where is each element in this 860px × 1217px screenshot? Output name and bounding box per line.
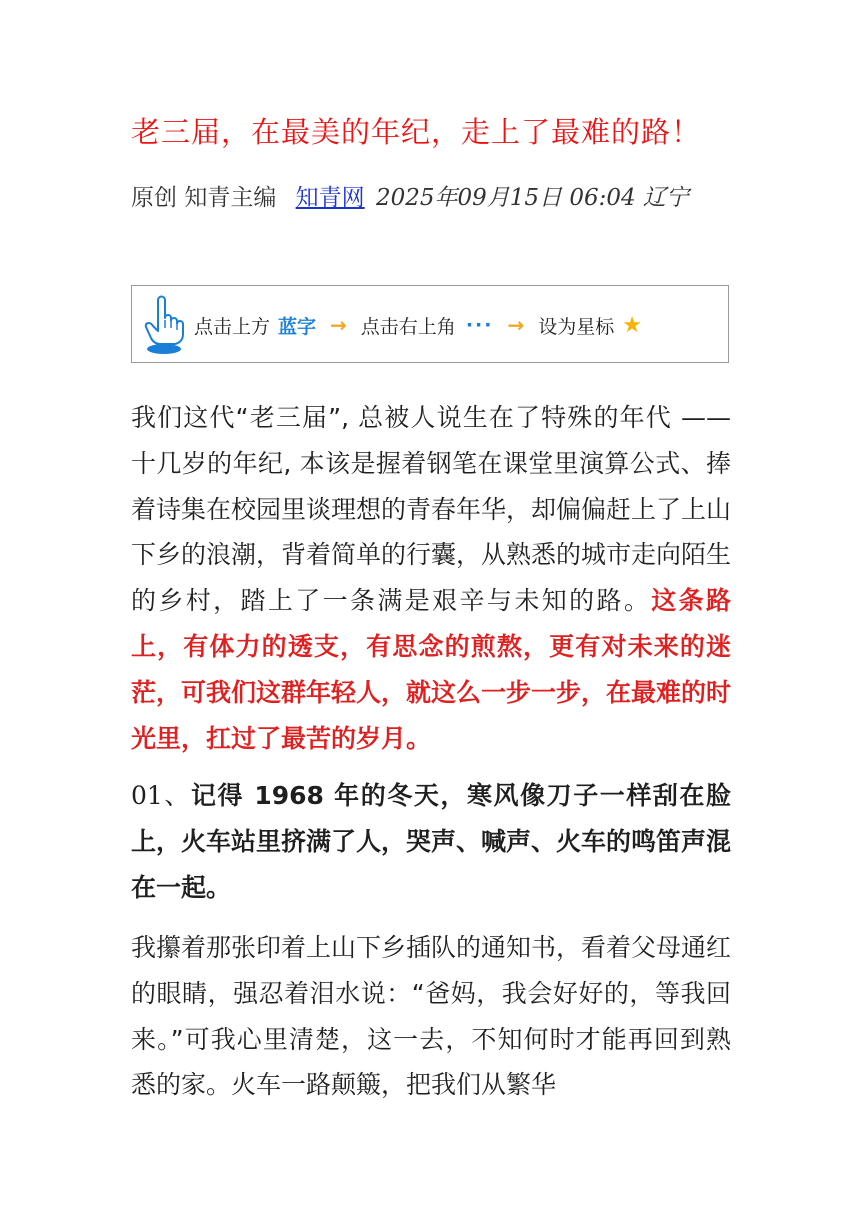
paragraph-intro-text: 我们这代“老三届”, 总被人说生在了特殊的年代 —— 十几岁的年纪, 本该是握着钢笔在课堂里演算公式、捧着诗集在校园里谈理想的青春年华，却偏偏赶上了上山下乡的浪潮，背着简单的行囊，从熟悉的城市走向陌生的乡村，踏上了一条满是艰辛与未知的路。 <box>131 403 732 616</box>
article-meta <box>131 178 731 218</box>
banner-text-star: 设为星标 <box>538 315 615 338</box>
banner-row <box>194 286 642 364</box>
paragraph-intro-highlight: 这条路上，有体力的透支，有思念的煎熬，更有对未来的迷茫，可我们这群年轻人，就这么一步一步，在最难的时光里，扛过了最苦的岁月。 <box>131 586 732 753</box>
section-01-heading <box>131 773 731 910</box>
star-icon: ★ <box>622 312 642 338</box>
paragraph-story: 我攥着那张印着上山下乡插队的通知书，看着父母通红的眼睛，强忍着泪水说：“爸妈，我会好好的，等我回来。”可我心里清楚，这一去，不知何时才能再回到熟悉的家。火车一路颠簸，把我们从繁华 <box>131 933 732 1100</box>
section-number: 01、 <box>131 781 191 810</box>
section-01-text: 记得 1968 年的冬天，寒风像刀子一样刮在脸上，火车站里挤满了人，哭声、喊声、火车的鸣笛声混在一起。 <box>131 781 732 902</box>
source-link[interactable]: 知青网 <box>295 185 365 211</box>
pointing-hand-icon <box>142 294 186 356</box>
follow-banner <box>131 285 729 363</box>
banner-text-click-corner: 点击右上角 <box>360 315 456 338</box>
banner-blue-link[interactable]: 蓝字 <box>278 315 317 338</box>
author-name: 知青主编 <box>184 185 277 211</box>
paragraph-intro <box>131 395 731 761</box>
original-tag: 原创 <box>131 185 177 211</box>
more-dots-icon: ··· <box>465 314 494 336</box>
arrow-right-icon: → <box>330 313 347 337</box>
banner-text-click-top: 点击上方 <box>194 315 271 338</box>
article-title: 老三届，在最美的年纪，走上了最难的路！ <box>131 115 702 149</box>
publish-datetime: 2025年09月15日 06:04 辽宁 <box>375 185 689 211</box>
arrow-right-icon: → <box>507 313 525 337</box>
